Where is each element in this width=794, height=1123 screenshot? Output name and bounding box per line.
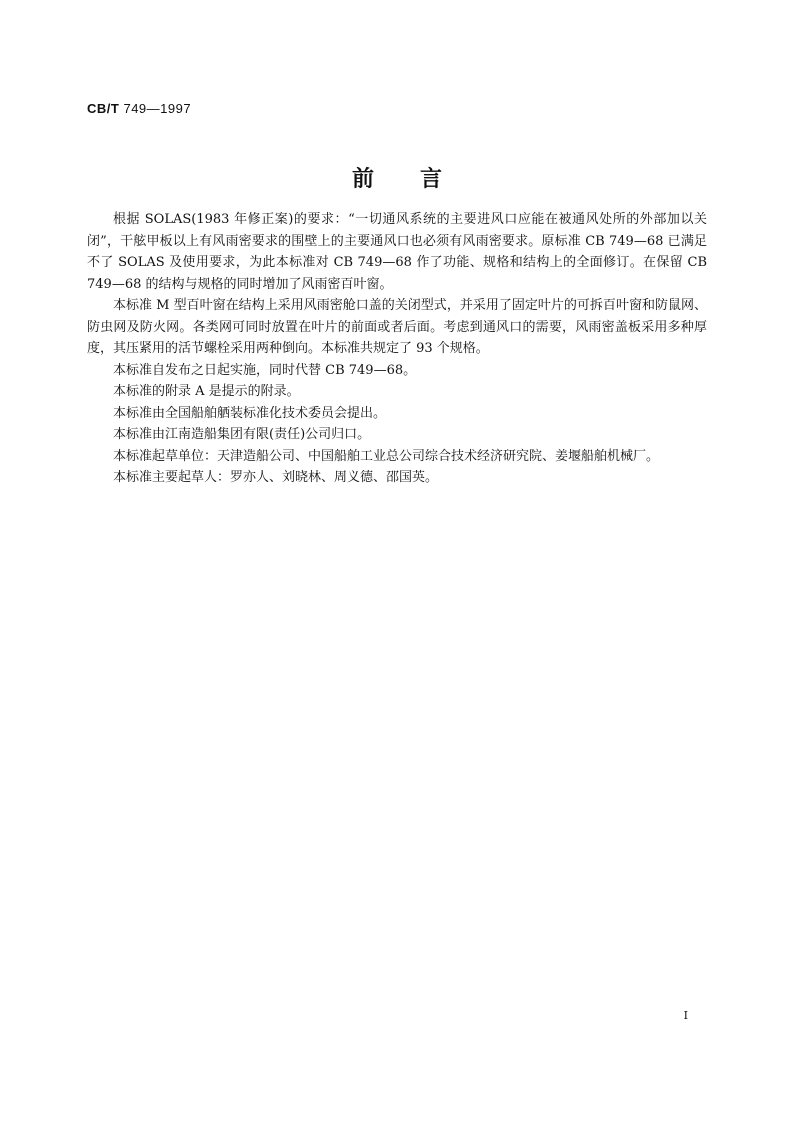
paragraph-8: 本标准主要起草人：罗亦人、刘晓林、周义德、邵国英。	[113, 470, 439, 485]
page-number: I	[683, 1009, 688, 1022]
paragraph-3: 本标准自发布之日起实施，同时代替 CB 749—68。	[113, 362, 417, 378]
standard-code-prefix: CB/T	[87, 101, 120, 116]
paragraph-6: 本标准由江南造船集团有限(责任)公司归口。	[113, 427, 371, 442]
paragraph-2: 本标准 M 型百叶窗在结构上采用风雨密舱口盖的关闭型式，并采用了固定叶片的可拆百叶窗和防鼠网、防虫网及防火网。各类网可同时放置在叶片的前面或者后面。考虑到通风口的需要，风雨密盖板采用多种厚度，其压紧用的活节螺栓采用两种倒向。本标准共规定了 93 个规格。	[87, 298, 707, 356]
page-title: 前言	[351, 166, 488, 192]
paragraph-5: 本标准由全国船舶舾装标准化技术委员会提出。	[113, 405, 387, 421]
foreword-body	[87, 209, 707, 489]
paragraph-4: 本标准的附录 A 是提示的附录。	[113, 384, 300, 399]
standard-code-number: 749—1997	[123, 101, 192, 116]
paragraph-1: 根据 SOLAS(1983 年修正案)的要求：“一切通风系统的主要进风口应能在被通风处所的外部加以关闭”，干舷甲板以上有风雨密要求的围壁上的主要通风口也必须有风雨密要求。原标准 CB 749—68 已满足不了 SOLAS 及使用要求，为此本标准对 CB 749—68 作了功能、规格和结构上的全面修订。在保留 CB 749—68 的结构与规格的同时增加了风雨密百叶窗。	[87, 212, 707, 292]
paragraph-7: 本标准起草单位：天津造船公司、中国船舶工业总公司综合技术经济研究院、姜堰船舶机械厂。	[113, 448, 660, 464]
standard-code	[87, 101, 191, 116]
